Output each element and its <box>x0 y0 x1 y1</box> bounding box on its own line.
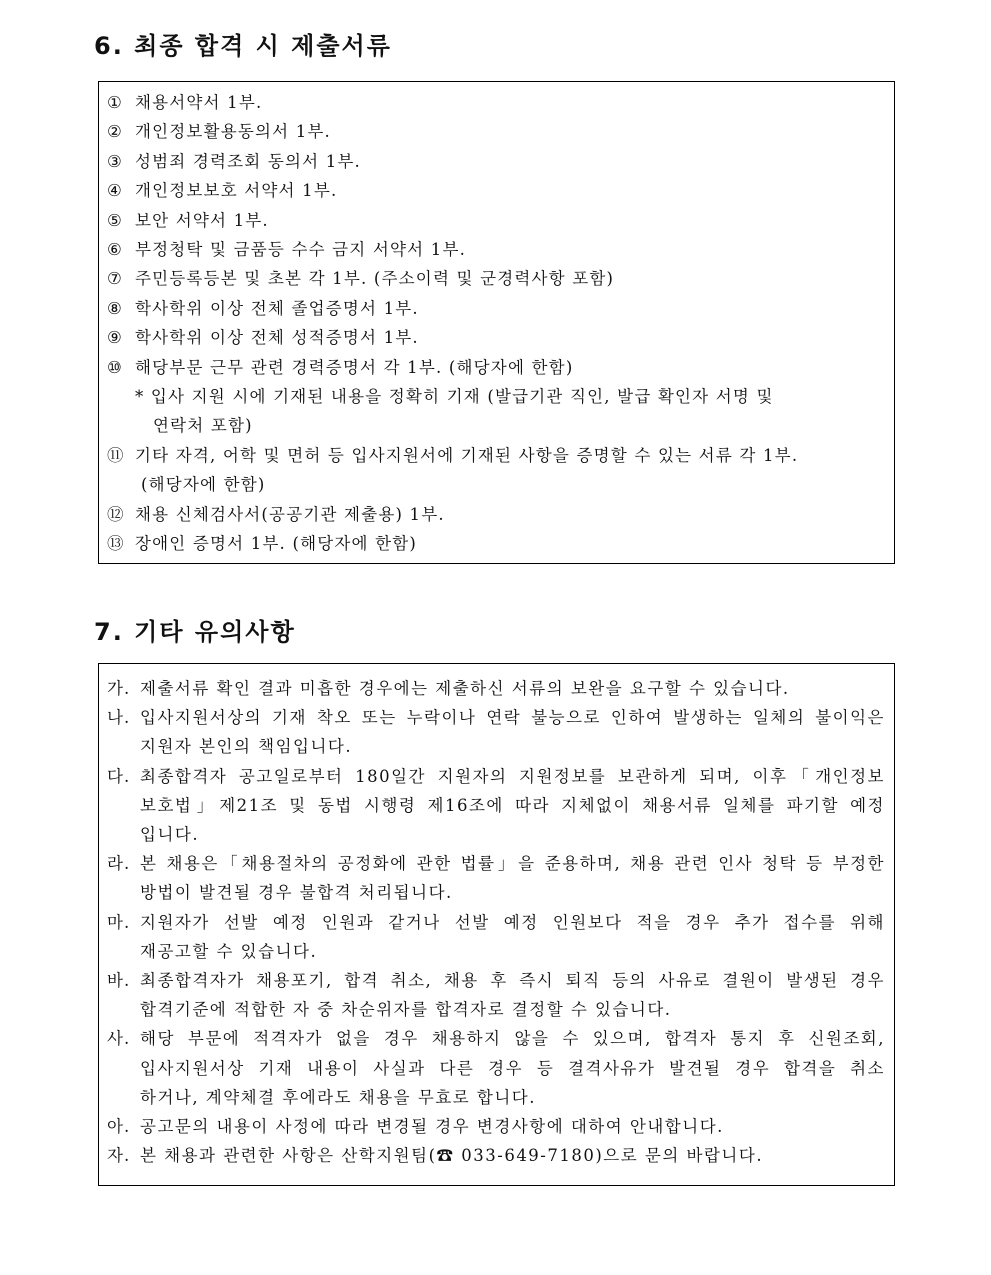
document-item-number: ① <box>107 93 123 112</box>
document-item-number: ⑪ <box>107 445 125 465</box>
document-item-text: (해당자에 한함) <box>141 475 266 495</box>
document-item-text: 개인정보활용동의서 1부. <box>135 122 331 142</box>
notice-item-text: 하거나, 계약체결 후에라도 채용을 무효로 합니다. <box>140 1087 536 1107</box>
document-item-body <box>99 441 894 500</box>
notice-item-body <box>99 849 885 907</box>
notice-item <box>99 908 894 966</box>
document-item-body <box>99 529 894 558</box>
notice-item-body <box>99 1024 885 1112</box>
document-item-number: ② <box>107 122 123 142</box>
section-6-title: 6. 최종 합격 시 제출서류 <box>94 32 392 60</box>
notice-item-body <box>99 762 885 850</box>
document-item-text: 주민등록등본 및 초본 각 1부. (주소이력 및 군경력사항 포함) <box>135 269 615 289</box>
notice-item <box>99 703 894 761</box>
notice-item-text: 입니다. <box>140 825 200 845</box>
document-item <box>99 176 894 205</box>
notice-item-text: 방법이 발견될 경우 불합격 처리됩니다. <box>140 883 453 903</box>
document-item-number: ⑦ <box>107 269 123 289</box>
notice-item <box>99 966 894 1024</box>
document-item-body <box>99 323 894 352</box>
document-item-body <box>99 206 894 235</box>
notice-item-text: 공고문의 내용이 사정에 따라 변경될 경우 변경사항에 대하여 안내합니다. <box>140 1117 724 1137</box>
notice-item-marker: 나. <box>107 708 131 728</box>
notice-item-body <box>99 1141 885 1170</box>
document-item <box>99 529 894 558</box>
notice-item-text: 합격기준에 적합한 자 중 차순위자를 합격자로 결정할 수 있습니다. <box>140 1000 672 1020</box>
document-item-body <box>99 117 894 146</box>
document-item <box>99 264 894 293</box>
notice-item <box>99 762 894 850</box>
notice-item-text: 본 채용과 관련한 사항은 산학지원팀(☎ 033-649-7180)으로 문의 바랍니다. <box>140 1146 764 1166</box>
notice-item-text: 지원자가 선발 예정 인원과 같거나 선발 예정 인원보다 적을 경우 추가 접수를 위해 <box>140 912 885 932</box>
notice-item-text: 해당 부문에 적격자가 없을 경우 채용하지 않을 수 있으며, 합격자 통지 후 신원조회, <box>140 1029 885 1049</box>
notice-item-text: 최종합격자가 채용포기, 합격 취소, 채용 후 즉시 퇴직 등의 사유로 결원이 발생된 경우 <box>140 971 885 991</box>
notice-item-body <box>99 966 885 1024</box>
document-item-body <box>99 235 894 264</box>
document-item <box>99 441 894 500</box>
document-item-text: 장애인 증명서 1부. (해당자에 한함) <box>135 534 418 554</box>
document-item <box>99 500 894 529</box>
document-item-number: ③ <box>107 151 123 171</box>
document-item <box>99 88 894 117</box>
document-item-number: ⑧ <box>107 298 123 318</box>
document-item <box>99 147 894 176</box>
notice-item-marker: 자. <box>107 1146 131 1166</box>
notice-item <box>99 674 894 703</box>
notice-item-text: 재공고할 수 있습니다. <box>140 941 318 961</box>
document-item-number: ⑨ <box>107 328 123 348</box>
notice-item-marker: 아. <box>107 1117 131 1137</box>
notices-list <box>99 674 894 1170</box>
notice-item-text: 보호법」제21조 및 동법 시행령 제16조에 따라 지체없이 채용서류 일체를 파기할 예정 <box>140 795 885 815</box>
required-documents-list <box>99 88 894 559</box>
notice-item-body <box>99 1112 885 1141</box>
notice-item-body <box>99 908 885 966</box>
document-item-text: 채용서약서 1부. <box>135 93 263 112</box>
document-item-note-text: * 입사 지원 시에 기재된 내용을 정확히 기재 (발급기관 직인, 발급 확인자 서명 및 <box>135 387 774 407</box>
notice-item-marker: 바. <box>107 971 131 991</box>
document-item <box>99 117 894 146</box>
notice-item-marker: 가. <box>107 679 131 698</box>
notice-item-text: 본 채용은「채용절차의 공정화에 관한 법률」을 준용하며, 채용 관련 인사 청탁 등 부정한 <box>140 854 885 874</box>
document-item-text: 학사학위 이상 전체 졸업증명서 1부. <box>135 298 419 318</box>
document-item-number: ④ <box>107 181 123 201</box>
document-item-body <box>99 353 894 441</box>
document-item-number: ⑤ <box>107 210 123 230</box>
document-item-note <box>135 382 894 441</box>
notice-item-marker: 라. <box>107 854 131 874</box>
notice-item-marker: 다. <box>107 766 131 786</box>
document-item-text: 해당부문 근무 관련 경력증명서 각 1부. (해당자에 한함) <box>135 357 574 377</box>
notice-item-text: 입사지원서상의 기재 착오 또는 누락이나 연락 불능으로 인하여 발생하는 일체의 불이익은 <box>140 708 885 728</box>
document-item-text: 채용 신체검사서(공공기관 제출용) 1부. <box>135 504 445 524</box>
document-item-body <box>99 88 894 117</box>
document-item <box>99 323 894 352</box>
document-item <box>99 235 894 264</box>
notice-item-marker: 사. <box>107 1029 131 1049</box>
document-item-body <box>99 294 894 323</box>
notice-item-text: 입사지원서상 기재 내용이 사실과 다른 경우 등 결격사유가 발견될 경우 합격을 취소 <box>140 1058 885 1078</box>
document-item-body <box>99 147 894 176</box>
document-item-number: ⑩ <box>107 357 123 377</box>
document-item-text: 보안 서약서 1부. <box>135 210 269 230</box>
document-item-text: 기타 자격, 어학 및 면허 등 입사지원서에 기재된 사항을 증명할 수 있는 서류 각 1부. <box>135 445 799 465</box>
document-item-text: 부정청탁 및 금품등 수수 금지 서약서 1부. <box>135 240 467 260</box>
notice-item-text: 최종합격자 공고일로부터 180일간 지원자의 지원정보를 보관하게 되며, 이후「개인정보 <box>140 766 885 786</box>
document-item <box>99 353 894 441</box>
document-item-text: 성범죄 경력조회 동의서 1부. <box>135 151 362 171</box>
document-item <box>99 294 894 323</box>
section-7-title: 7. 기타 유의사항 <box>94 618 296 646</box>
document-item-note-text: 연락처 포함) <box>153 416 253 436</box>
document-item-body <box>99 176 894 205</box>
document-item-body <box>99 500 894 529</box>
notice-item-marker: 마. <box>107 912 131 932</box>
required-documents-box <box>98 81 895 564</box>
document-item-text: 개인정보보호 서약서 1부. <box>135 181 338 201</box>
notice-item-text: 지원자 본인의 책임입니다. <box>140 737 353 757</box>
notice-item <box>99 1141 894 1170</box>
notices-box <box>98 663 895 1186</box>
notice-item <box>99 1112 894 1141</box>
document-item-number: ⑬ <box>107 534 125 554</box>
notice-item <box>99 1024 894 1112</box>
document-item-text: 학사학위 이상 전체 성적증명서 1부. <box>135 328 419 348</box>
notice-item-body <box>99 703 885 761</box>
document-item-number: ⑥ <box>107 240 123 260</box>
notice-item-body <box>99 674 885 703</box>
notice-item <box>99 849 894 907</box>
document-item <box>99 206 894 235</box>
document-item-body <box>99 264 894 293</box>
document-item-number: ⑫ <box>107 504 125 524</box>
notice-item-text: 제출서류 확인 결과 미흡한 경우에는 제출하신 서류의 보완을 요구할 수 있습니다. <box>140 679 790 698</box>
